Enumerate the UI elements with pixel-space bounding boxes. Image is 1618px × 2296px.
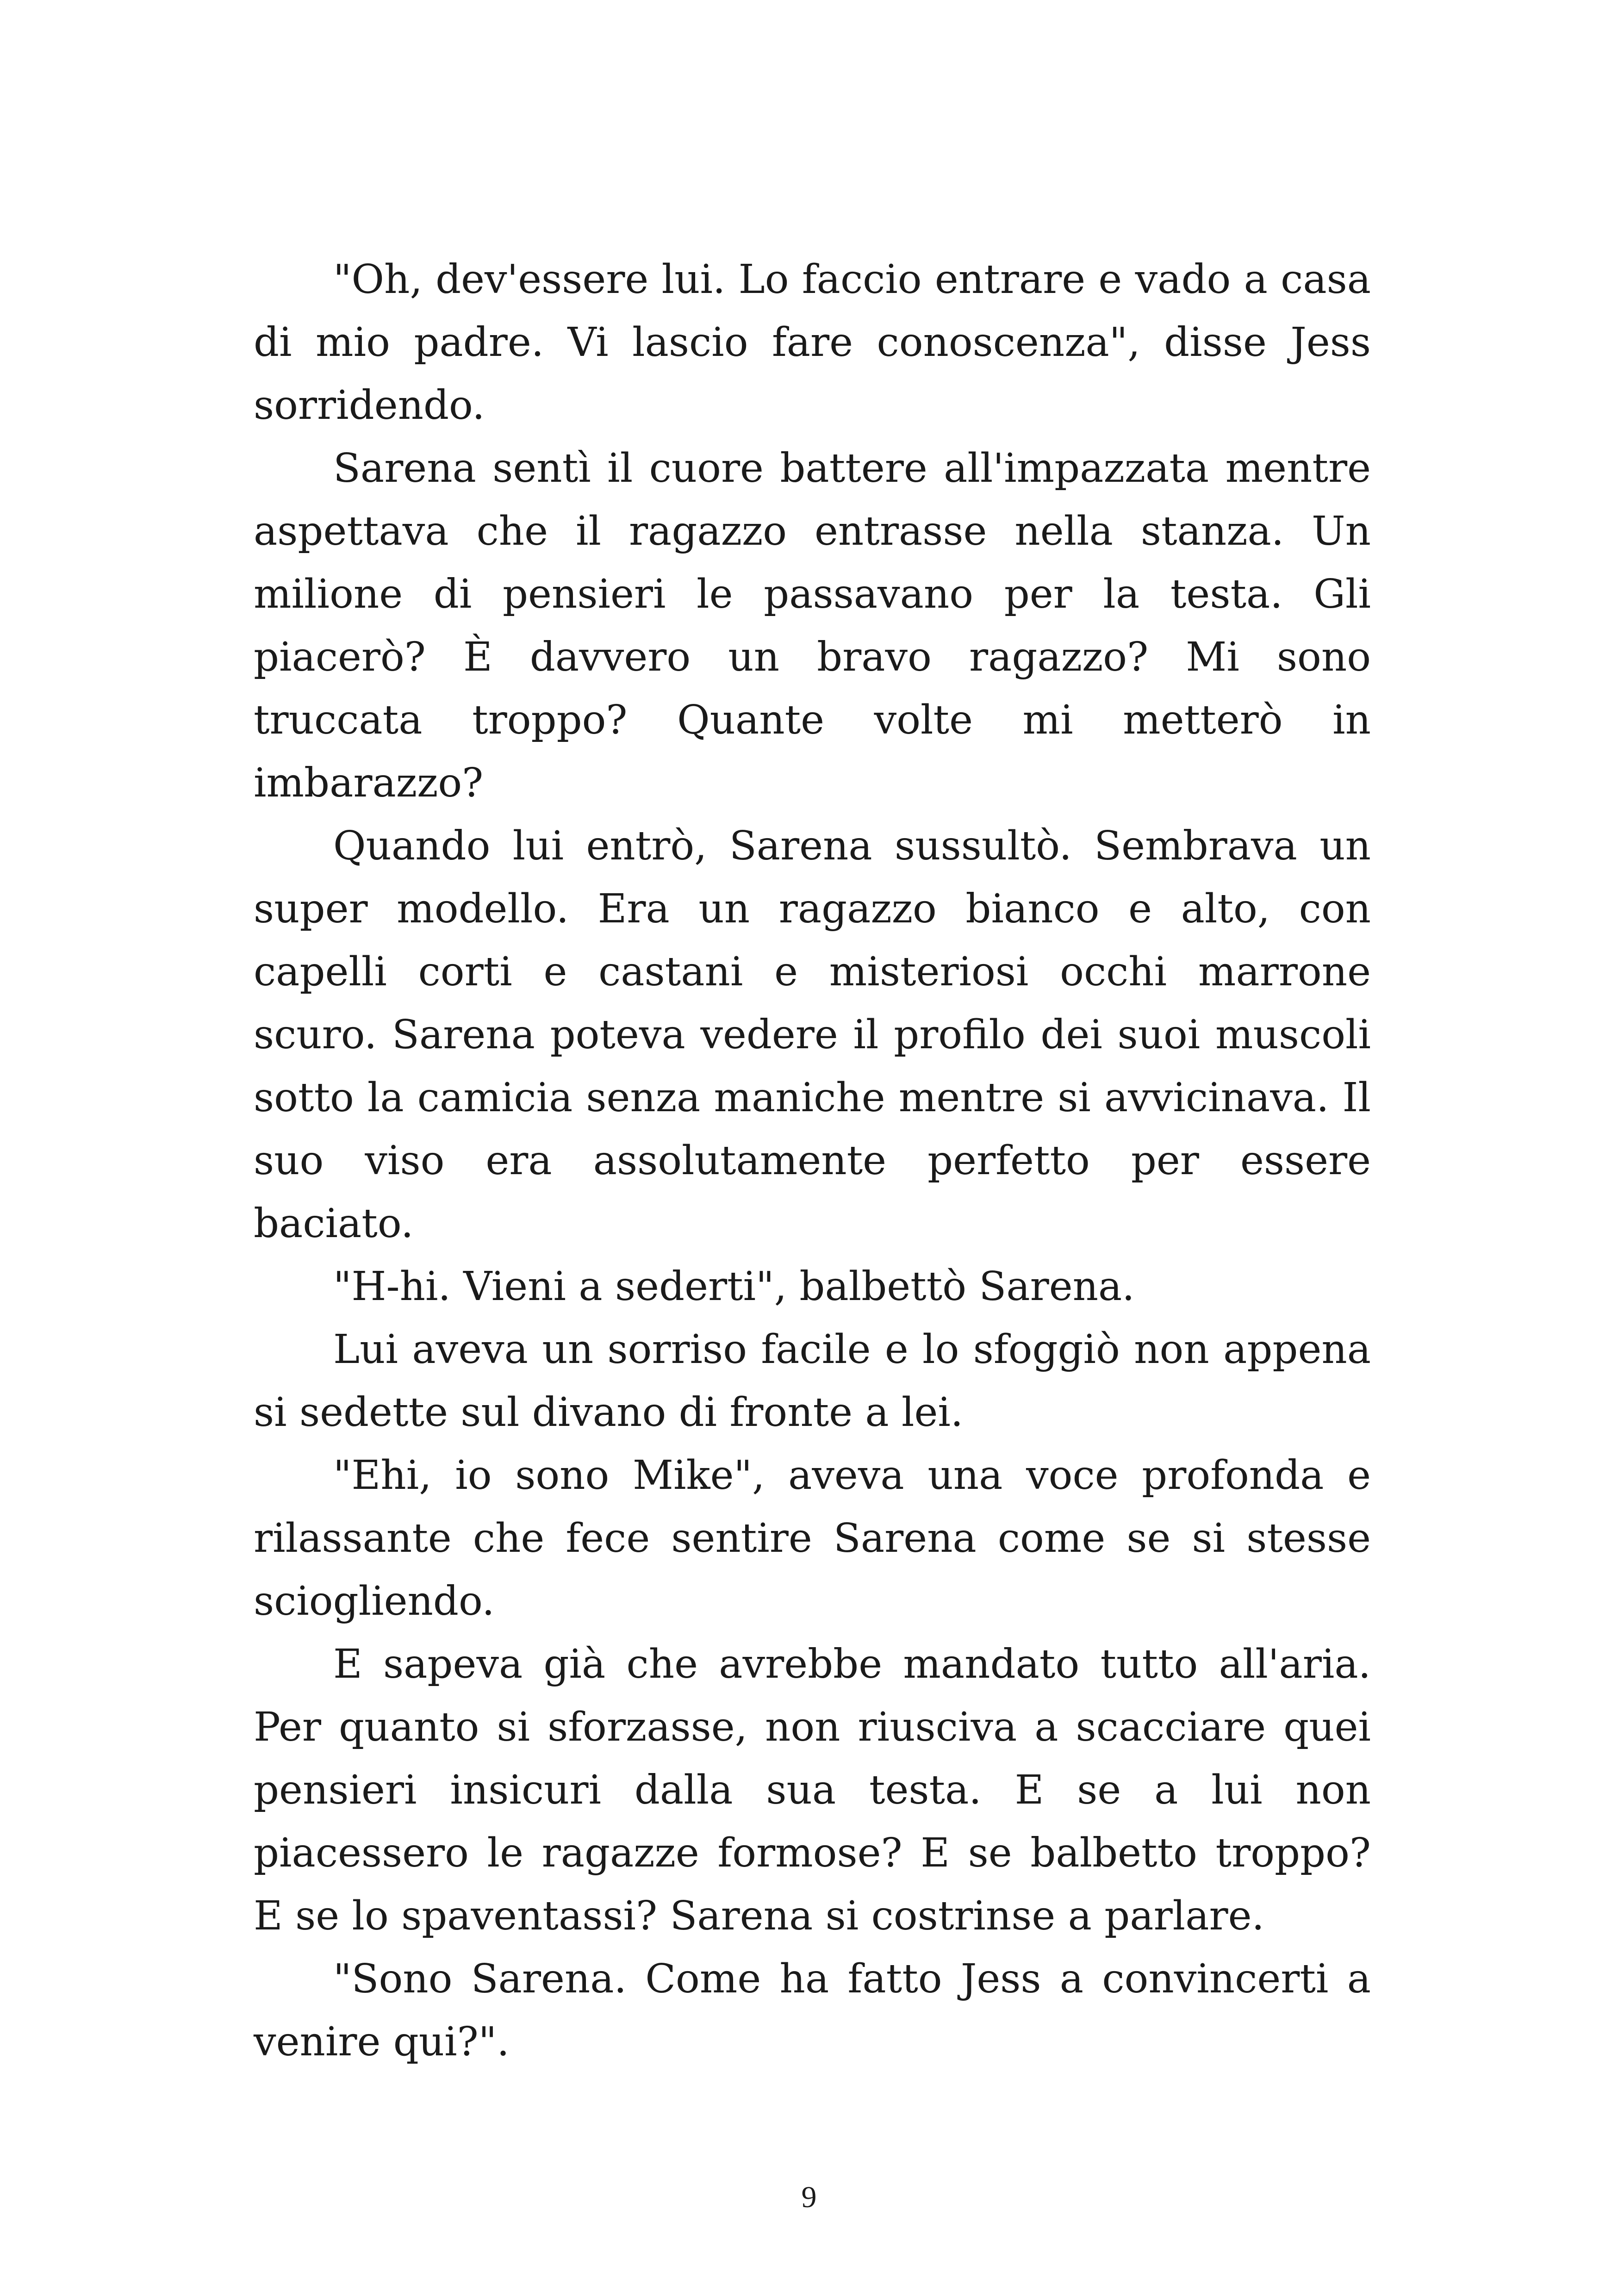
paragraph: E sapeva già che avrebbe mandato tutto all'aria. Per quanto si sforzasse, non riusciva a scacciare quei pensieri insicuri dalla sua testa. E se a lui non piacessero le ragazze formose? E se balbetto troppo? E se lo spaventassi? Sarena si costrinse a parlare. xyxy=(254,1641,1371,1939)
paragraph: "Ehi, io sono Mike", aveva una voce profonda e rilassante che fece sentire Sarena come se si stesse sciogliendo. xyxy=(254,1452,1371,1624)
paragraph: "Oh, dev'essere lui. Lo faccio entrare e vado a casa di mio padre. Vi lascio fare conoscenza", disse Jess sorridendo. xyxy=(254,256,1371,429)
page-number: 9 xyxy=(801,2180,817,2214)
paragraph: "Sono Sarena. Come ha fatto Jess a convincerti a venire qui?". xyxy=(254,1956,1371,2065)
paragraph: Sarena sentì il cuore battere all'impazzata mentre aspettava che il ragazzo entrasse nella stanza. Un milione di pensieri le passavano per la testa. Gli piacerò? È davvero un bravo ragazzo? Mi sono truccata troppo? Quante volte mi metterò in imbarazzo? xyxy=(254,445,1371,806)
paragraph: "H-hi. Vieni a sederti", balbettò Sarena. xyxy=(333,1263,1135,1310)
paragraph: Quando lui entrò, Sarena sussultò. Sembrava un super modello. Era un ragazzo bianco e alto, con capelli corti e castani e misteriosi occhi marrone scuro. Sarena poteva vedere il profilo dei suoi muscoli sotto la camicia senza maniche mentre si avvicinava. Il suo viso era assolutamente perfetto per essere baciato. xyxy=(254,823,1371,1247)
body-text xyxy=(254,248,1371,2073)
paragraph: Lui aveva un sorriso facile e lo sfoggiò non appena si sedette sul divano di fronte a lei. xyxy=(254,1326,1371,1436)
